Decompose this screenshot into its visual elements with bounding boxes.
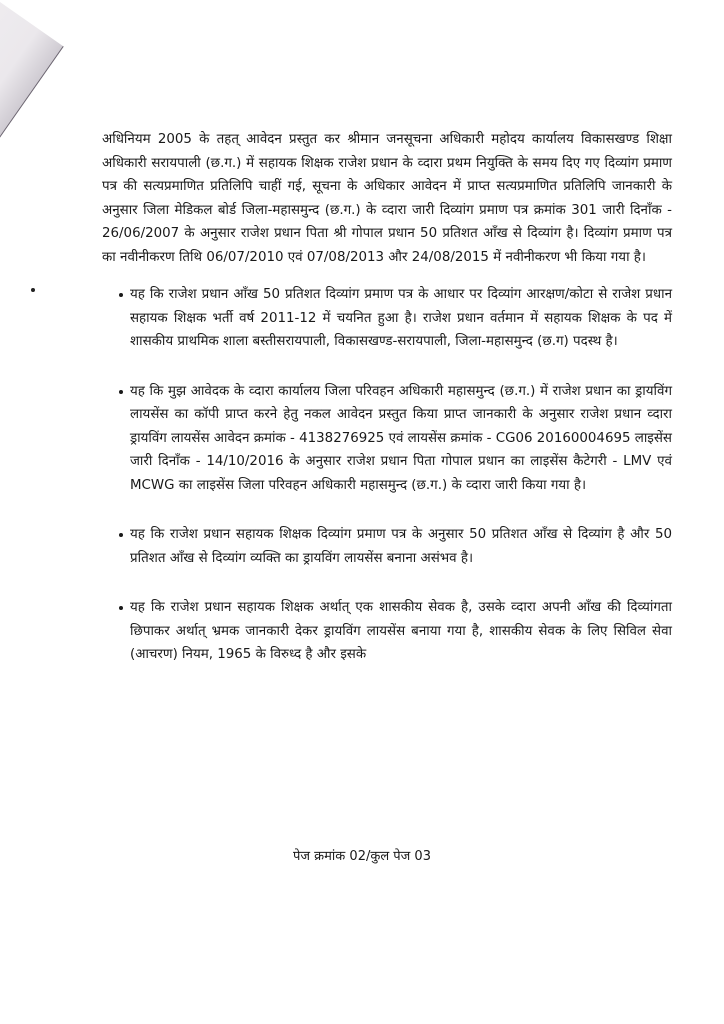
bullet-text: यह कि राजेश प्रधान सहायक शिक्षक दिव्यांग प्रमाण पत्र के अनुसार 50 प्रतिशत आँख से दिव्यांग है और 50 प्रतिशत आँख से दिव्यांग व्यक्ति का ड्रायविंग लायसेंस बनाना असंभव है। [130, 527, 672, 566]
page-number-footer: पेज क्रमांक 02/कुल पेज 03 [293, 849, 431, 864]
bullet-icon [119, 293, 123, 297]
bullet-text: यह कि राजेश प्रधान सहायक शिक्षक अर्थात् एक शासकीय सेवक है, उसके व्दारा अपनी आँख की दिव्यांगता छिपाकर अर्थात् भ्रमक जानकारी देकर ड्रायविंग लायसेंस बनाया गया है, शासकीय सेवक के लिए सिविल सेवा (आचरण) नियम, 1965 के विरुध्द है और इसके [130, 600, 672, 662]
bullet-text: यह कि राजेश प्रधान आँख 50 प्रतिशत दिव्यांग प्रमाण पत्र के आधार पर दिव्यांग आरक्षण/कोटा से राजेश प्रधान सहायक शिक्षक भर्ती वर्ष 2011-12 में चयनित हुआ है। राजेश प्रधान वर्तमान में सहायक शिक्षक के पद में शासकीय प्राथमिक शाला बस्तीसरायपाली, विकासखण्ड-सरायपाली, जिला-महासमुन्द (छ.ग) पदस्थ है। [130, 287, 672, 349]
bullet-icon [119, 390, 123, 394]
bullet-item [102, 523, 672, 570]
bullet-item [102, 283, 672, 354]
scan-mark [31, 288, 35, 292]
bullet-icon [119, 533, 123, 537]
bullet-item [102, 596, 672, 667]
bullet-text: यह कि मुझ आवेदक के व्दारा कार्यालय जिला परिवहन अधिकारी महासमुन्द (छ.ग.) में राजेश प्रधान का ड्रायविंग लायसेंस का कॉपी प्राप्त करने हेतु नकल आवेदन प्रस्तुत किया प्राप्त जानकारी के अनुसार राजेश प्रधान व्दारा ड्रायविंग लायसेंस आवेदन क्रमांक - 4138276925 एवं लायसेंस क्रमांक - CG06 20160004695 लाइसेंस जारी दिनाँक - 14/10/2016 के अनुसार राजेश प्रधान पिता गोपाल प्रधान का लाइसेंस कैटेगरी - LMV एवं MCWG का लाइसेंस जिला परिवहन अधिकारी महासमुन्द (छ.ग.) के व्दारा जारी किया गया है। [130, 383, 672, 493]
document-body [102, 128, 672, 693]
intro-paragraph: अधिनियम 2005 के तहत् आवेदन प्रस्तुत कर श्रीमान जनसूचना अधिकारी महोदय कार्यालय विकासखण्ड शिक्षा अधिकारी सरायपाली (छ.ग.) में सहायक शिक्षक राजेश प्रधान के व्दारा प्रथम नियुक्ति के समय दिए गए दिव्यांग प्रमाण पत्र की सत्यप्रमाणित प्रतिलिपि चाहीं गई, सूचना के अधिकार आवेदन में प्राप्त सत्यप्रमाणित प्रतिलिपि जानकारी के अनुसार जिला मेडिकल बोर्ड जिला-महासमुन्द (छ.ग.) के व्दारा जारी दिव्यांग प्रमाण पत्र क्रमांक 301 जारी दिनाँक - 26/06/2007 के अनुसार राजेश प्रधान पिता श्री गोपाल प्रधान 50 प्रतिशत आँख से दिव्यांग है। दिव्यांग प्रमाण पत्र का नवीनीकरण तिथि 06/07/2010 एवं 07/08/2013 और 24/08/2015 में नवीनीकरण भी किया गया है। [102, 132, 672, 265]
bullet-icon [119, 606, 123, 610]
bullet-list [102, 283, 672, 667]
page-fold-shadow [0, 0, 64, 210]
bullet-item [102, 380, 672, 498]
